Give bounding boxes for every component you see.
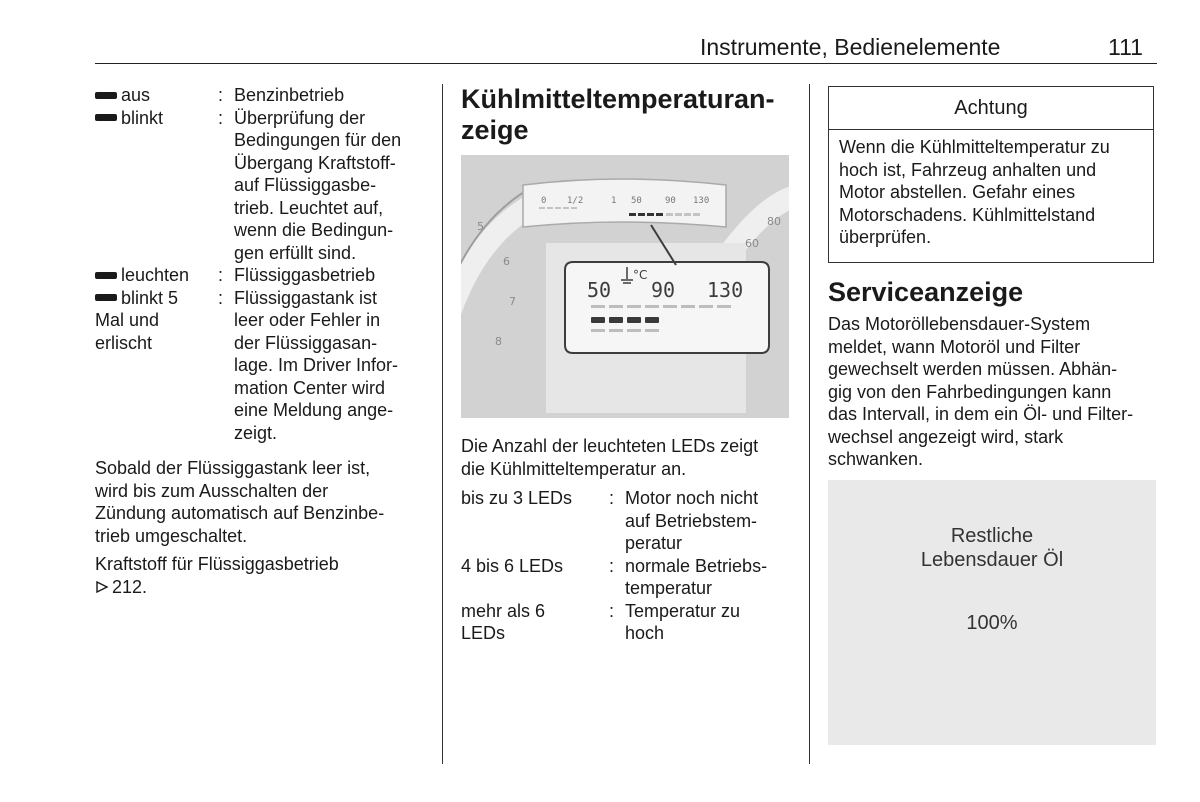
state-description: Flüssiggasbetrieb bbox=[234, 265, 376, 285]
warning-box bbox=[828, 86, 1154, 263]
warning-line: Motor abstellen. Gefahr eines bbox=[839, 182, 1076, 202]
desc-line: Bedingungen für den bbox=[234, 130, 402, 150]
scale-label: 0 bbox=[541, 196, 547, 206]
dial-number: 6 bbox=[503, 255, 510, 268]
led-count: 4 bis 6 LEDs bbox=[461, 555, 564, 576]
para-line: wechsel angezeigt wird, stark bbox=[828, 426, 1064, 447]
colon: : bbox=[609, 488, 615, 508]
reference-page-number: 212. bbox=[112, 576, 148, 597]
colon: : bbox=[218, 85, 224, 105]
scale-label: 90 bbox=[665, 196, 676, 206]
scale-label: 130 bbox=[693, 196, 710, 206]
led-meaning bbox=[625, 555, 767, 600]
temperature-unit: °C bbox=[633, 268, 648, 282]
coolant-heading bbox=[461, 84, 775, 146]
oil-life-value: 100% bbox=[966, 612, 1018, 634]
para-line: Die Anzahl der leuchteten LEDs zeigt bbox=[461, 436, 759, 456]
state-label: aus bbox=[121, 85, 151, 105]
service-paragraph bbox=[828, 313, 1133, 471]
desc-line: leer oder Fehler in bbox=[234, 310, 381, 330]
oil-life-label-line1: Restliche bbox=[950, 525, 1034, 547]
para-line: Kraftstoff für Flüssiggasbetrieb bbox=[95, 554, 339, 574]
para-line: schwanken. bbox=[828, 449, 924, 469]
state-description: Benzinbetrieb bbox=[234, 85, 345, 105]
desc-line: hoch bbox=[625, 623, 665, 643]
desc-line: zeigt. bbox=[234, 422, 278, 443]
desc-line: peratur bbox=[625, 533, 683, 553]
para-line: das Intervall, in dem ein Öl- und Filter- bbox=[828, 404, 1134, 424]
state-label: Mal und bbox=[95, 310, 160, 330]
desc-line: trieb. Leuchtet auf, bbox=[234, 197, 384, 218]
service-heading: Serviceanzeige bbox=[828, 277, 1024, 307]
colon: : bbox=[218, 107, 224, 128]
colon: : bbox=[218, 265, 224, 285]
led-count-line: mehr als 6 bbox=[461, 600, 546, 621]
led-intro bbox=[461, 435, 758, 480]
warning-line: hoch ist, Fahrzeug anhalten und bbox=[839, 159, 1097, 180]
oil-life-display bbox=[828, 480, 1156, 745]
column-divider-left bbox=[442, 84, 443, 764]
led-count bbox=[461, 600, 545, 645]
desc-line: mation Center wird bbox=[234, 377, 386, 398]
desc-line: lage. Im Driver Infor- bbox=[234, 355, 399, 375]
led-count-line: LEDs bbox=[461, 623, 506, 643]
warning-line: Motorschadens. Kühlmittelstand bbox=[839, 204, 1096, 225]
desc-line: Temperatur zu bbox=[625, 600, 741, 621]
desc-line: Überprüfung der bbox=[234, 107, 366, 128]
desc-line: eine Meldung ange- bbox=[234, 400, 394, 420]
scale-label: 1 bbox=[611, 196, 617, 206]
lpg-reference-paragraph bbox=[95, 553, 339, 598]
state-description bbox=[234, 107, 401, 265]
scale-label: 50 bbox=[631, 196, 642, 206]
para-line: Sobald der Flüssiggastank leer ist, bbox=[95, 458, 371, 478]
state-description bbox=[234, 287, 398, 445]
desc-line: gen erfüllt sind. bbox=[234, 242, 357, 263]
page-number: 111 bbox=[1108, 34, 1143, 60]
desc-line: Flüssiggastank ist bbox=[234, 287, 378, 308]
zoom-scale-label: 130 bbox=[707, 278, 744, 302]
heading-line: Kühlmitteltemperaturan- bbox=[461, 84, 775, 114]
warning-line: Wenn die Kühlmitteltemperatur zu bbox=[839, 137, 1110, 157]
desc-line: Übergang Kraftstoff- bbox=[234, 152, 396, 173]
led-indicator-icon bbox=[95, 294, 117, 301]
led-meaning bbox=[625, 487, 758, 555]
led-indicator-icon bbox=[95, 272, 117, 279]
para-line: gig von den Fahrbedingungen kann bbox=[828, 381, 1112, 402]
state-label: blinkt 5 bbox=[121, 287, 179, 308]
heading-line: zeige bbox=[461, 115, 529, 145]
colon: : bbox=[609, 555, 615, 576]
scale-label: 1/2 bbox=[567, 196, 584, 206]
para-line: meldet, wann Motoröl und Filter bbox=[828, 336, 1081, 357]
desc-line: der Flüssiggasan- bbox=[234, 332, 378, 353]
led-meaning bbox=[625, 600, 740, 645]
state-label: erlischt bbox=[95, 332, 153, 353]
coolant-gauge-illustration bbox=[461, 155, 789, 418]
column-divider-right bbox=[809, 84, 810, 764]
para-line: wird bis zum Ausschalten der bbox=[95, 480, 329, 501]
lpg-state-leuchten bbox=[95, 264, 189, 287]
lpg-state-aus bbox=[95, 84, 150, 107]
desc-line: normale Betriebs- bbox=[625, 555, 768, 576]
state-label: blinkt bbox=[121, 107, 164, 128]
warning-line: überprüfen. bbox=[839, 227, 932, 247]
dial-number: 80 bbox=[767, 215, 781, 228]
dial-number: 8 bbox=[495, 335, 502, 348]
chapter-title: Instrumente, Bedienelemente bbox=[700, 34, 1001, 60]
page-reference-link[interactable] bbox=[95, 576, 339, 599]
para-line: Das Motoröllebensdauer-System bbox=[828, 314, 1091, 334]
dial-number: 7 bbox=[509, 295, 516, 308]
lpg-state-blinkt bbox=[95, 107, 163, 130]
header-rule bbox=[95, 63, 1157, 64]
triangle-arrow-icon bbox=[95, 580, 109, 594]
dial-number: 5 bbox=[477, 220, 484, 233]
state-label: leuchten bbox=[121, 265, 190, 285]
zoom-scale-label: 50 bbox=[587, 278, 612, 302]
desc-line: Motor noch nicht bbox=[625, 488, 759, 508]
lpg-empty-paragraph bbox=[95, 457, 384, 547]
desc-line: auf Betriebstem- bbox=[625, 510, 758, 531]
desc-line: auf Flüssiggasbe- bbox=[234, 175, 377, 195]
led-count: bis zu 3 LEDs bbox=[461, 488, 573, 508]
para-line: gewechselt werden müssen. Abhän- bbox=[828, 359, 1118, 379]
warning-title: Achtung bbox=[829, 87, 1153, 130]
led-indicator-icon bbox=[95, 92, 117, 99]
desc-line: temperatur bbox=[625, 578, 713, 598]
colon: : bbox=[218, 287, 224, 308]
oil-life-label-line2: Lebensdauer Öl bbox=[920, 549, 1064, 571]
desc-line: wenn die Bedingun- bbox=[234, 220, 394, 240]
para-line: Zündung automatisch auf Benzinbe- bbox=[95, 503, 385, 523]
colon: : bbox=[609, 600, 615, 621]
para-line: trieb umgeschaltet. bbox=[95, 525, 248, 546]
dial-number: 60 bbox=[745, 237, 759, 250]
zoom-scale-label: 90 bbox=[651, 278, 676, 302]
lpg-state-blinkt-5 bbox=[95, 287, 178, 355]
para-line: die Kühlmitteltemperatur an. bbox=[461, 458, 687, 479]
led-indicator-icon bbox=[95, 114, 117, 121]
warning-text bbox=[829, 130, 1153, 255]
